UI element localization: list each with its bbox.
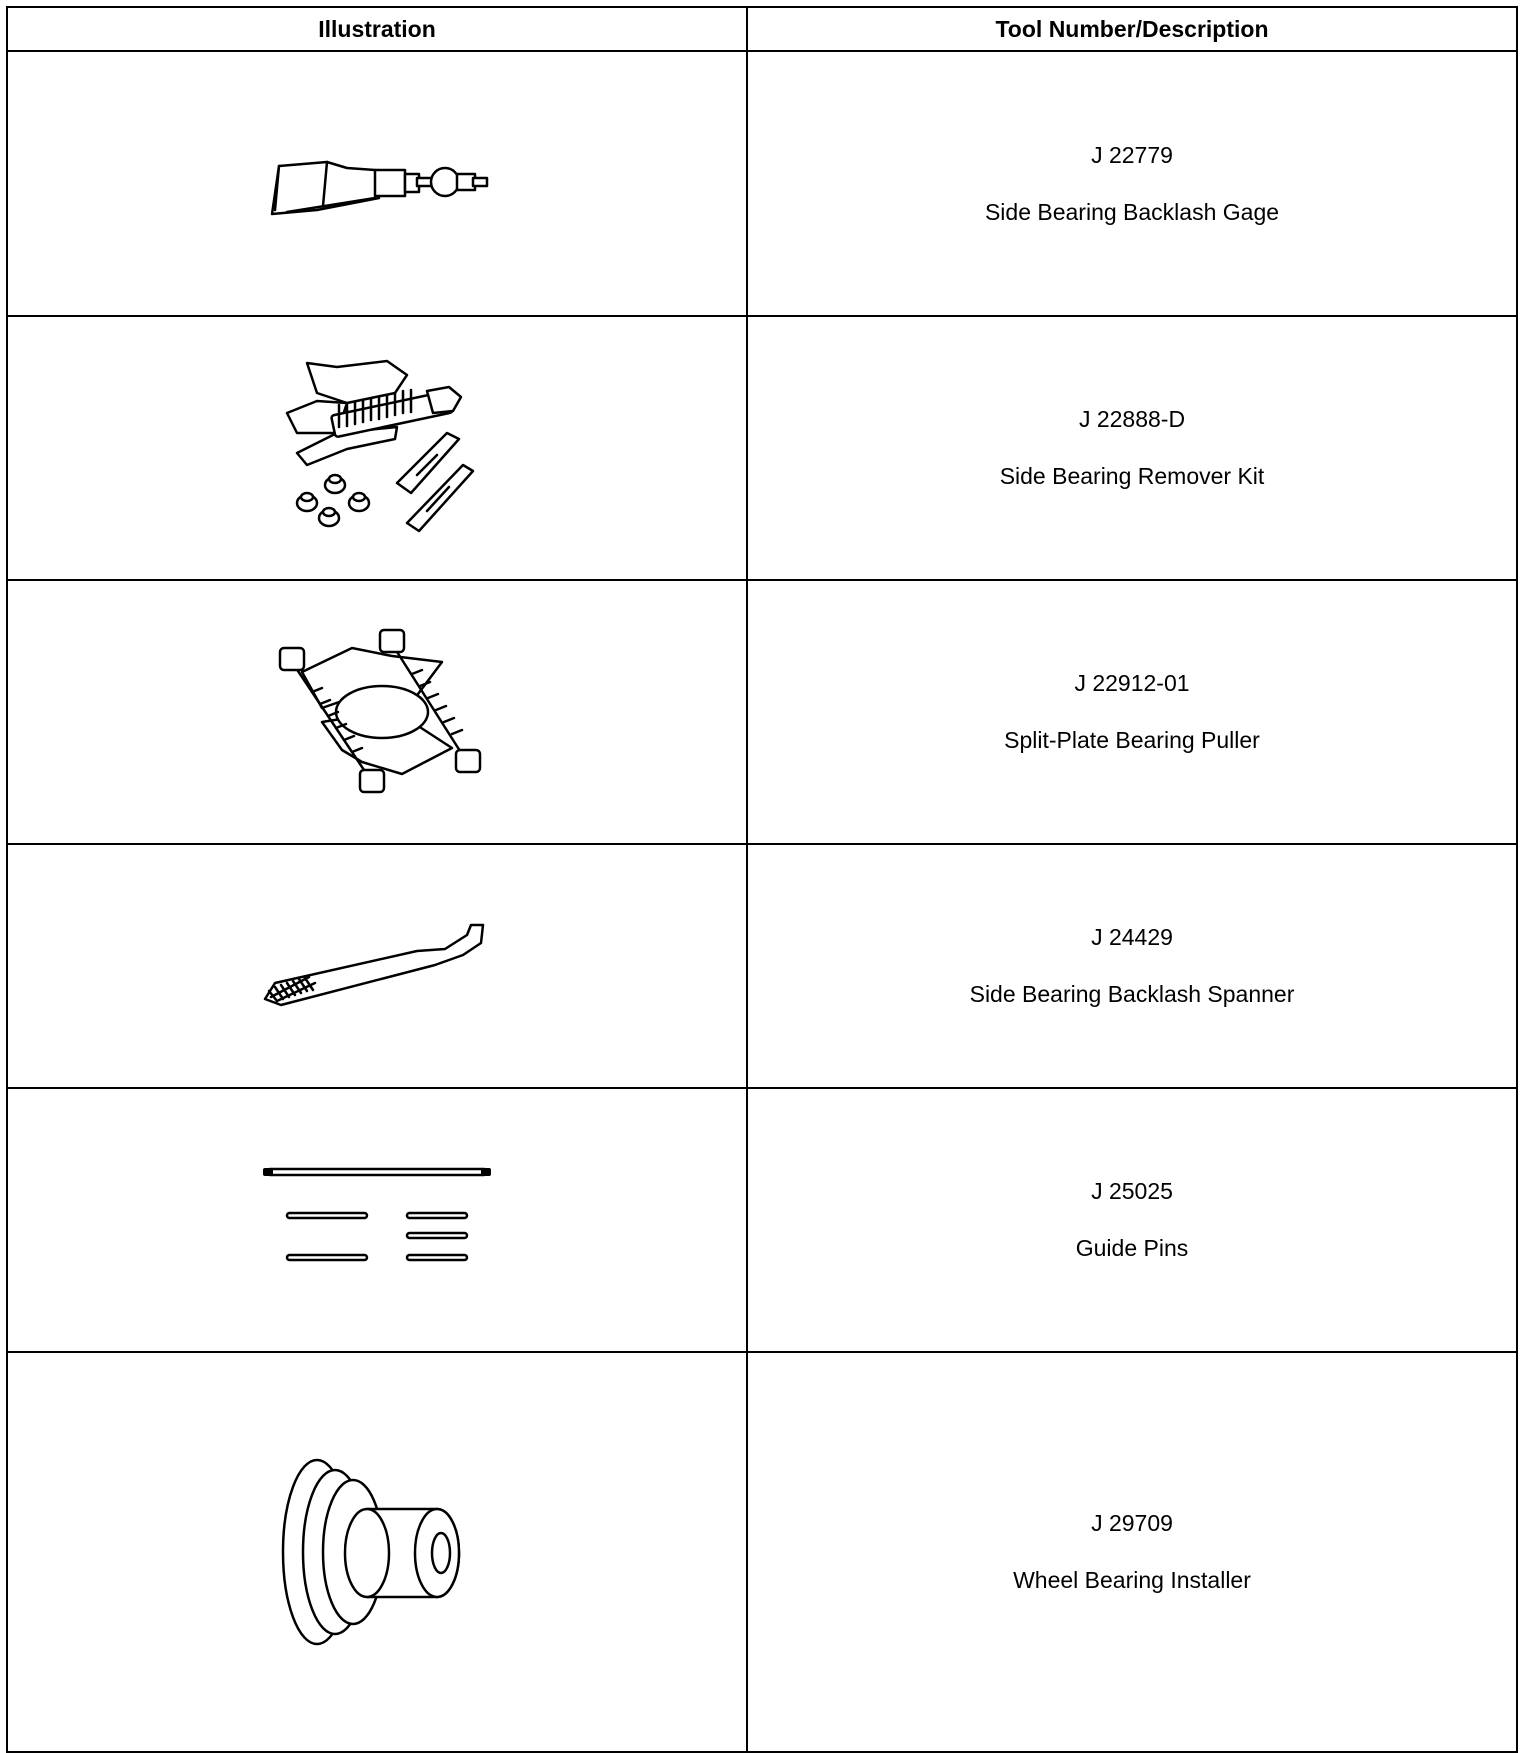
- tool-number: J 22912-01: [1074, 670, 1190, 696]
- tool-description: Side Bearing Remover Kit: [999, 463, 1265, 489]
- backlash-gage-icon: [257, 144, 497, 224]
- tool-description-cell: [747, 51, 1517, 316]
- illustration-cell: [7, 1352, 747, 1752]
- tool-number: J 29709: [1091, 1510, 1173, 1536]
- tool-number: J 24429: [1091, 924, 1173, 950]
- tool-number: J 22888-D: [1078, 406, 1186, 432]
- tool-number: J 22779: [1091, 141, 1173, 168]
- table-row: [7, 1088, 1517, 1352]
- table-row: [7, 580, 1517, 844]
- table-row: [7, 51, 1517, 316]
- illustration-cell: [7, 580, 747, 844]
- table-row: [7, 844, 1517, 1088]
- illustration-cell: [7, 51, 747, 316]
- tool-description-cell: [747, 580, 1517, 844]
- tool-description: Guide Pins: [1075, 1235, 1189, 1261]
- tool-description: Side Bearing Backlash Gage: [984, 198, 1280, 225]
- wheel-bearing-installer-icon: [277, 1447, 477, 1657]
- remover-kit-icon: [277, 353, 477, 543]
- illustration-cell: [7, 316, 747, 580]
- header-tool-number-description: Tool Number/Description: [747, 7, 1517, 51]
- tool-description-cell: [747, 1088, 1517, 1352]
- guide-pins-icon: [257, 1165, 497, 1275]
- tool-description: Side Bearing Backlash Spanner: [969, 981, 1295, 1007]
- tool-description: Split-Plate Bearing Puller: [1004, 727, 1260, 753]
- tool-description-cell: [747, 1352, 1517, 1752]
- split-plate-puller-icon: [262, 622, 492, 802]
- illustration-cell: [7, 844, 747, 1088]
- header-illustration: Illustration: [7, 7, 747, 51]
- table-row: [7, 316, 1517, 580]
- illustration-cell: [7, 1088, 747, 1352]
- special-tools-table: [6, 6, 1518, 1753]
- backlash-spanner-icon: [257, 921, 497, 1011]
- table-row: [7, 1352, 1517, 1752]
- tool-number: J 25025: [1091, 1178, 1173, 1204]
- tool-description-cell: [747, 316, 1517, 580]
- tool-description: Wheel Bearing Installer: [1013, 1567, 1251, 1593]
- tool-description-cell: [747, 844, 1517, 1088]
- table-header-row: [7, 7, 1517, 51]
